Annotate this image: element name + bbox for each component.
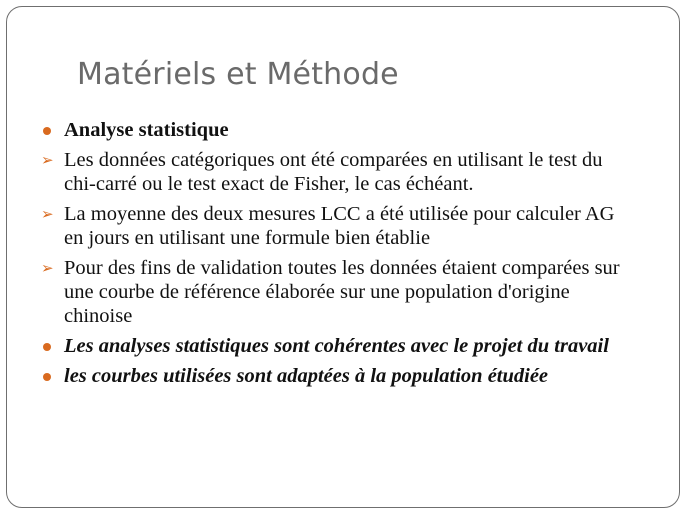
item-text: Les analyses statistiques sont cohérentes avec le projet du travail: [64, 335, 609, 357]
list-item: [38, 118, 638, 142]
arrow-bullet-icon: ➢: [41, 151, 54, 169]
list-item: [38, 148, 638, 196]
item-text: Analyse statistique: [64, 119, 229, 141]
item-text: les courbes utilisées sont adaptées à la population étudiée: [64, 365, 549, 387]
list-item: [38, 364, 638, 388]
bullet-dot-icon: [41, 364, 59, 388]
arrow-bullet-icon: ➢: [41, 205, 54, 223]
bullet-dot-icon: [41, 334, 59, 358]
item-text: Les données catégoriques ont été comparées en utilisant le test du chi-carré ou le test exact de Fisher, le cas échéant.: [64, 149, 603, 195]
item-text: Pour des fins de validation toutes les données étaient comparées sur une courbe de référence élaborée sur une population d'origine chinoise: [64, 257, 620, 327]
item-text: La moyenne des deux mesures LCC a été utilisée pour calculer AG en jours en utilisant une formule bien établie: [64, 203, 615, 249]
bullet-list: [38, 118, 638, 394]
list-item: [38, 256, 638, 328]
bullet-dot-icon: [41, 118, 59, 142]
list-item: [38, 334, 638, 358]
arrow-bullet-icon: ➢: [41, 259, 54, 277]
list-item: [38, 202, 638, 250]
slide-title: Matériels et Méthode: [77, 57, 399, 92]
